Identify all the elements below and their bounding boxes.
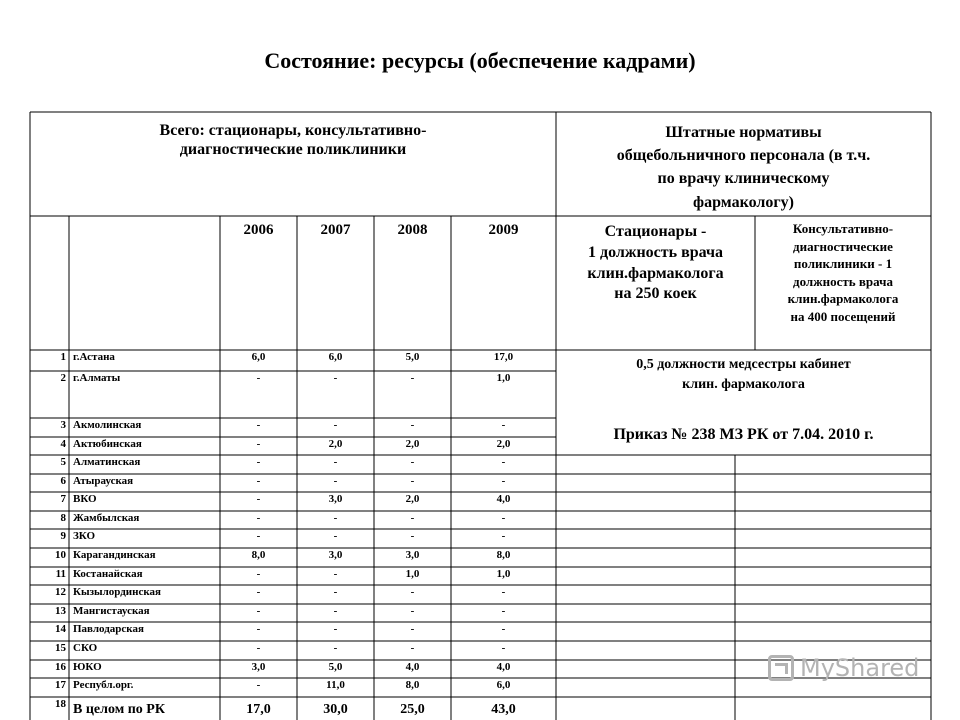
value-cell: - xyxy=(256,372,261,384)
value-cell: - xyxy=(333,605,338,617)
value-cell: - xyxy=(256,679,261,691)
value-cell: - xyxy=(256,475,261,487)
row-number: 2 xyxy=(60,372,66,384)
value-cell: 2,0 xyxy=(328,438,343,450)
region-name: В целом по РК xyxy=(73,702,166,717)
value-cell: 1,0 xyxy=(405,568,420,580)
value-cell: - xyxy=(256,512,261,524)
header-left xyxy=(30,121,556,159)
value-cell: - xyxy=(256,586,261,598)
row-number: 5 xyxy=(60,456,66,468)
page-title: Состояние: ресурсы (обеспечение кадрами) xyxy=(264,48,696,73)
value-cell: 17,0 xyxy=(246,702,271,717)
value-cell: 4,0 xyxy=(405,661,420,673)
norm-hospitals-line: на 250 коек xyxy=(614,285,697,303)
norm-clinics xyxy=(755,220,931,325)
norm-hospitals-line: клин.фармаколога xyxy=(587,264,724,282)
region-name: ЮКО xyxy=(73,661,102,673)
value-cell: 5,0 xyxy=(328,661,343,673)
value-cell: 3,0 xyxy=(405,549,420,561)
presentation-icon xyxy=(768,655,794,681)
value-cell: 17,0 xyxy=(493,351,514,363)
row-number: 16 xyxy=(55,661,66,673)
region-name: Жамбылская xyxy=(73,512,140,524)
row-number: 15 xyxy=(55,642,66,654)
region-name: ВКО xyxy=(73,493,97,505)
row-number: 1 xyxy=(60,351,66,363)
value-cell: - xyxy=(256,493,261,505)
value-cell: - xyxy=(256,568,261,580)
value-cell: 6,0 xyxy=(251,351,266,363)
norm-clinics-line: клин.фармаколога xyxy=(787,291,899,307)
value-cell: - xyxy=(410,642,415,654)
value-cell: 8,0 xyxy=(496,549,511,561)
header-left-line: диагностические поликлиники xyxy=(179,141,407,159)
value-cell: - xyxy=(501,456,506,468)
value-cell: 3,0 xyxy=(328,493,343,505)
value-cell: 4,0 xyxy=(496,661,511,673)
norm-clinics-line: поликлиники - 1 xyxy=(793,256,893,272)
region-name: Карагандинская xyxy=(73,549,156,561)
norm-hospitals xyxy=(556,222,755,305)
norm-clinics-line: Консультативно- xyxy=(792,221,894,236)
row-number: 12 xyxy=(55,586,66,598)
value-cell: - xyxy=(501,419,506,431)
value-cell: 3,0 xyxy=(251,661,266,673)
value-cell: 2,0 xyxy=(496,438,511,450)
region-name: Павлодарская xyxy=(73,623,144,635)
row-number: 11 xyxy=(55,568,66,580)
region-name: Алматинская xyxy=(73,456,141,468)
header-right-line: фармакологу) xyxy=(693,193,794,211)
watermark-text: MyShared xyxy=(800,654,920,682)
watermark xyxy=(768,654,919,682)
value-cell: - xyxy=(410,512,415,524)
value-cell: 8,0 xyxy=(405,679,420,691)
value-cell: - xyxy=(410,456,415,468)
value-cell: 8,0 xyxy=(251,549,266,561)
value-cell: 43,0 xyxy=(491,702,516,717)
value-cell: - xyxy=(501,530,506,542)
value-cell: - xyxy=(333,512,338,524)
row-number: 6 xyxy=(60,475,66,487)
year-header: 2008 xyxy=(397,222,428,238)
value-cell: - xyxy=(256,623,261,635)
region-name: ЗКО xyxy=(73,530,96,542)
value-cell: - xyxy=(256,456,261,468)
value-cell: - xyxy=(501,623,506,635)
header-right-line: по врачу клиническому xyxy=(657,170,830,188)
norm-clinics-line: должность врача xyxy=(793,273,893,289)
value-cell: - xyxy=(410,530,415,542)
note-nurse xyxy=(556,355,931,396)
note-nurse-line: 0,5 должности медсестры кабинет xyxy=(636,357,851,372)
value-cell: 4,0 xyxy=(496,493,511,505)
value-cell: - xyxy=(256,530,261,542)
header-right xyxy=(556,121,931,214)
value-cell: - xyxy=(501,586,506,598)
row-number: 13 xyxy=(55,605,66,617)
region-name: Акмолинская xyxy=(73,419,142,431)
value-cell: 11,0 xyxy=(326,679,345,691)
value-cell: - xyxy=(501,475,506,487)
region-name: Атырауская xyxy=(73,475,134,487)
value-cell: - xyxy=(333,530,338,542)
region-name: Актюбинская xyxy=(73,438,142,450)
region-name: Костанайская xyxy=(73,568,143,580)
value-cell: - xyxy=(501,512,506,524)
value-cell: - xyxy=(333,623,338,635)
region-name: Мангистауская xyxy=(73,605,150,617)
row-number: 9 xyxy=(60,530,66,542)
year-header: 2009 xyxy=(488,222,519,238)
value-cell: - xyxy=(256,438,261,450)
value-cell: - xyxy=(410,475,415,487)
row-number: 4 xyxy=(60,438,66,450)
value-cell: - xyxy=(333,372,338,384)
value-cell: - xyxy=(501,642,506,654)
year-header: 2007 xyxy=(320,222,351,238)
norm-clinics-line: на 400 посещений xyxy=(790,308,896,324)
value-cell: 30,0 xyxy=(323,702,348,717)
region-name: Кызылординская xyxy=(73,586,161,598)
value-cell: - xyxy=(501,605,506,617)
norm-clinics-line: диагностические xyxy=(793,238,893,254)
value-cell: 3,0 xyxy=(328,549,343,561)
value-cell: - xyxy=(410,605,415,617)
year-header: 2006 xyxy=(243,222,274,238)
value-cell: - xyxy=(410,372,415,384)
value-cell: 6,0 xyxy=(328,351,343,363)
value-cell: 5,0 xyxy=(405,351,420,363)
value-cell: - xyxy=(333,419,338,431)
value-cell: - xyxy=(333,475,338,487)
row-number: 7 xyxy=(60,493,66,505)
value-cell: 2,0 xyxy=(405,493,420,505)
value-cell: - xyxy=(333,586,338,598)
value-cell: 2,0 xyxy=(405,438,420,450)
row-number: 17 xyxy=(55,679,66,691)
row-number: 18 xyxy=(55,698,66,710)
value-cell: - xyxy=(333,642,338,654)
row-number: 3 xyxy=(60,419,66,431)
row-number: 8 xyxy=(60,512,66,524)
value-cell: - xyxy=(256,419,261,431)
value-cell: - xyxy=(256,605,261,617)
value-cell: - xyxy=(410,419,415,431)
region-name: г.Алматы xyxy=(73,372,121,384)
row-number: 10 xyxy=(55,549,66,561)
value-cell: - xyxy=(410,586,415,598)
norm-hospitals-line: 1 должность врача xyxy=(587,243,724,261)
value-cell: - xyxy=(333,568,338,580)
note-nurse-line: клин. фармаколога xyxy=(682,377,805,393)
header-right-line: Штатные нормативы xyxy=(665,124,822,141)
value-cell: - xyxy=(333,456,338,468)
region-name: СКО xyxy=(73,642,98,654)
norm-hospitals-line: Стационары - xyxy=(604,223,707,240)
value-cell: 25,0 xyxy=(400,702,425,717)
header-left-line: Всего: стационары, консультативно- xyxy=(159,122,427,139)
note-order: Приказ № 238 МЗ РК от 7.04. 2010 г. xyxy=(613,426,874,443)
value-cell: 1,0 xyxy=(496,372,511,384)
value-cell: 6,0 xyxy=(496,679,511,691)
value-cell: - xyxy=(256,642,261,654)
value-cell: 1,0 xyxy=(496,568,511,580)
region-name: Республ.орг. xyxy=(73,679,134,691)
value-cell: - xyxy=(410,623,415,635)
region-name: г.Астана xyxy=(73,351,115,363)
header-right-line: общебольничного персонала (в т.ч. xyxy=(616,147,871,165)
row-number: 14 xyxy=(55,623,66,635)
